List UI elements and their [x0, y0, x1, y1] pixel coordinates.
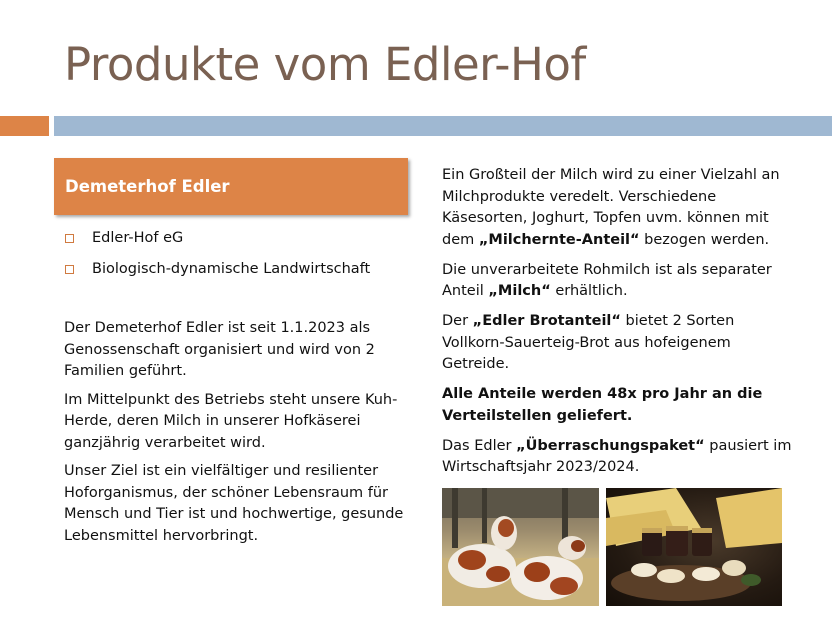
bullet-text: Edler-Hof eG	[92, 230, 184, 246]
right-paragraph-4	[442, 384, 792, 427]
section-header: Demeterhof Edler	[54, 158, 408, 215]
accent-bar-orange	[0, 116, 49, 136]
right-paragraph-5	[442, 436, 792, 479]
right-paragraph-3	[442, 311, 792, 376]
left-text-column	[64, 318, 404, 554]
square-bullet-icon	[65, 265, 74, 274]
text-span: pausiert im Wirtschaftsjahr 2023/2024.	[442, 437, 792, 475]
bullet-item	[64, 259, 370, 279]
left-paragraph-3: Unser Ziel ist ein vielfältiger und resilienter Hoforganismus, der schöner Lebensraum für Mensch und Tier ist und hochwertige, gesunde Lebensmittel hervorbringt.	[64, 463, 404, 544]
text-span: bietet 2 Sorten Vollkorn-Sauerteig-Brot aus hofeigenem Getreide.	[442, 313, 735, 372]
right-paragraph-2	[442, 260, 792, 303]
delivery-note: Alle Anteile werden 48x pro Jahr an die Verteilstellen geliefert.	[442, 386, 763, 424]
bullet-item	[64, 228, 370, 248]
square-bullet-icon	[65, 234, 74, 243]
ueberraschungspaket-label: „Überraschungspaket“	[516, 437, 705, 454]
brotanteil-label: „Edler Brotanteil“	[472, 313, 621, 329]
slide-title: Produkte vom Edler-Hof	[64, 38, 586, 91]
text-span: Der	[442, 313, 473, 329]
text-span: Ein Großteil der Milch wird zu einer Vielzahl an Milchprodukte veredelt. Verschiedene Käsesorten, Joghurt, Topfen uvm. können mit dem	[442, 167, 780, 248]
cows-photo	[442, 488, 599, 606]
bullet-list	[64, 228, 370, 290]
text-span: bezogen werden.	[639, 231, 770, 248]
right-text-column	[442, 165, 792, 487]
text-span: Das Edler	[442, 437, 517, 454]
cheese-photo	[606, 488, 782, 606]
left-paragraph-2: Im Mittelpunkt des Betriebs steht unsere Kuh-Herde, deren Milch in unserer Hofkäserei ganzjährig verarbeitet wird.	[64, 391, 398, 451]
text-span: Die unverarbeitete Rohmilch ist als separater Anteil	[442, 261, 772, 299]
cheese-illustration	[606, 488, 782, 606]
cows-illustration	[442, 488, 599, 606]
accent-bar-blue	[54, 116, 832, 136]
milch-label: „Milch“	[488, 283, 551, 299]
bullet-text: Biologisch-dynamische Landwirtschaft	[92, 261, 371, 277]
left-paragraph-1: Der Demeterhof Edler ist seit 1.1.2023 als Genossenschaft organisiert und wird von 2 Familien geführt.	[64, 320, 375, 379]
milchernte-anteil-label: „Milchernte-Anteil“	[478, 231, 640, 248]
text-span: erhältlich.	[550, 283, 628, 299]
right-paragraph-1	[442, 165, 792, 251]
